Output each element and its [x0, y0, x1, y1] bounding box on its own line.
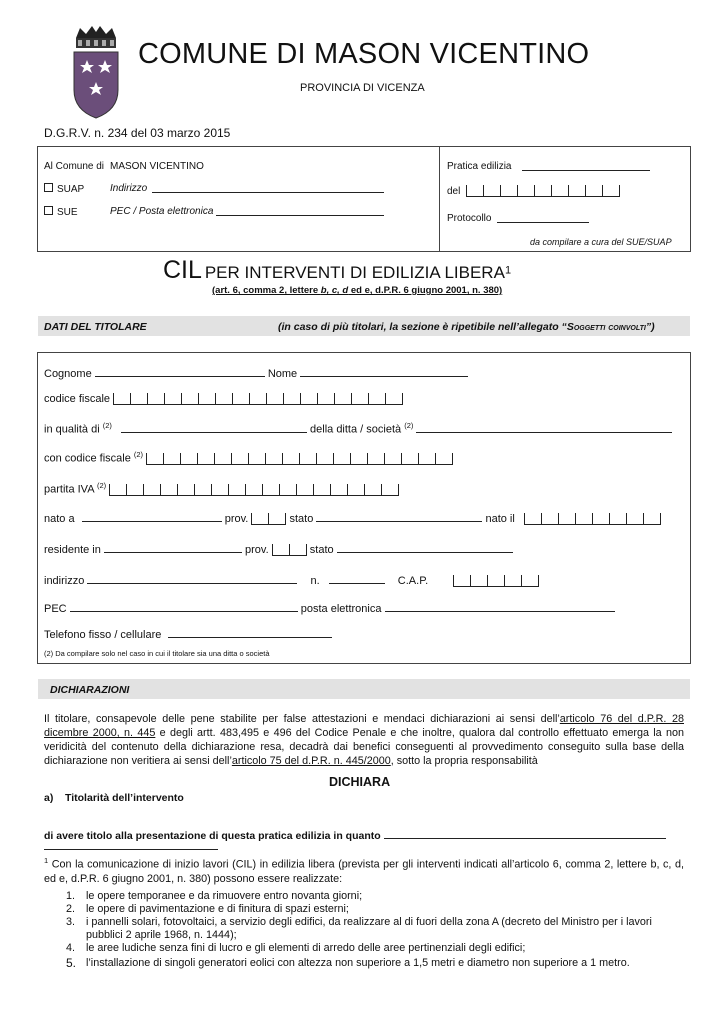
- del-label: del: [447, 186, 461, 197]
- row-cognome: [44, 366, 468, 380]
- list-item-number: 4.: [66, 942, 76, 954]
- sue-option[interactable]: [44, 206, 78, 218]
- dichiara-heading: DICHIARA: [329, 775, 391, 789]
- nato-a-label: nato a: [44, 513, 75, 525]
- page-title: COMUNE DI MASON VICENTINO: [138, 38, 590, 70]
- list-item-text: i pannelli solari, fotovoltaici, a servizio degli edifici, da realizzare al di fuori della zona A (decreto del Ministro per i lavori pubblici 2 aprile 1968, n. 1444);: [86, 916, 652, 941]
- prov-residenza-cells[interactable]: [272, 544, 307, 556]
- titolare-label: DATI DEL TITOLARE: [44, 321, 147, 333]
- titolare-note-b: Soggetti coinvolti: [566, 321, 646, 333]
- province-label: PROVINCIA DI VICENZA: [300, 82, 425, 94]
- list-item-number: 3.: [66, 916, 76, 928]
- ditta-label: della ditta / società: [310, 423, 402, 436]
- con-codice-fiscale-cells[interactable]: [146, 453, 453, 465]
- numero-field[interactable]: [329, 573, 385, 584]
- posta-elettronica-field[interactable]: [385, 601, 615, 612]
- footnote-mark: 1: [44, 856, 49, 865]
- residente-label: residente in: [44, 544, 101, 556]
- doc-subtitle: [212, 285, 502, 296]
- pec-label: PEC / Posta elettronica: [110, 206, 214, 217]
- compilare-note: da compilare a cura del SUE/SUAP: [530, 237, 672, 247]
- ditta-field[interactable]: [416, 422, 672, 433]
- al-comune-value: MASON VICENTINO: [110, 161, 204, 172]
- titolo-row: [44, 828, 666, 842]
- list-item: [66, 957, 684, 970]
- cap-label: C.A.P.: [397, 575, 429, 587]
- cognome-field[interactable]: [95, 366, 265, 377]
- section-a-title: a) Titolarità dell’intervento: [44, 792, 184, 804]
- protocollo-field[interactable]: [497, 212, 589, 223]
- codice-fiscale-cells[interactable]: [113, 393, 403, 405]
- row-indirizzo: [44, 573, 539, 587]
- dichiarazioni-header-bar: [38, 679, 690, 699]
- subtitle-part-a: (art. 6, comma 2, lettere: [212, 285, 321, 296]
- row-residenza: [44, 542, 513, 556]
- cognome-label: Cognome: [44, 368, 92, 380]
- row-codice-fiscale: [44, 393, 403, 405]
- footnote-ref-1: 1: [504, 264, 512, 277]
- note-ref-2b: (2): [404, 421, 414, 430]
- in-qualita-field[interactable]: [121, 422, 307, 433]
- declaration-link-art75[interactable]: articolo 75 del d.P.R. n. 445/2000: [231, 755, 391, 767]
- pratica-field[interactable]: [522, 160, 650, 171]
- titolare-header-bar: [38, 316, 690, 336]
- address-box-divider: [439, 146, 440, 251]
- suap-label: SUAP: [57, 184, 85, 195]
- doc-title: [163, 256, 511, 285]
- suap-checkbox[interactable]: [44, 183, 53, 192]
- sue-checkbox[interactable]: [44, 206, 53, 215]
- declaration-part-2: e degli artt. 483,495 e 496 del Codice Penale e che inoltre, qualora dal controllo effettuato emerga la non veridicità del contenuto della dichiarazione resa, decadrà dai benefici conseguenti al provvedimento conseguito sulla base della dichiarazione non veritiera ai sensi dell’: [44, 727, 684, 767]
- telefono-field[interactable]: [168, 627, 332, 638]
- sue-label: SUE: [57, 207, 78, 218]
- note-ref-2a: (2): [102, 421, 112, 430]
- in-qualita-label: in qualità di: [44, 423, 100, 436]
- list-item-number: 2.: [66, 903, 76, 915]
- nato-a-field[interactable]: [82, 511, 222, 522]
- declaration-paragraph: [44, 712, 684, 768]
- dgrv-reference: D.G.R.V. n. 234 del 03 marzo 2015: [44, 126, 231, 140]
- note-ref-2c: (2): [133, 450, 144, 459]
- prov-nascita-cells[interactable]: [251, 513, 286, 525]
- partita-iva-label: partita IVA: [44, 483, 94, 496]
- footnote-divider: [44, 849, 218, 850]
- list-item: [66, 903, 684, 916]
- codice-fiscale-label: codice fiscale: [44, 393, 111, 405]
- titolare-note: [278, 321, 655, 333]
- indirizzo-res-field[interactable]: [87, 573, 297, 584]
- doc-title-cil: CIL: [163, 256, 202, 284]
- protocollo-label: Protocollo: [447, 213, 492, 224]
- pec-field[interactable]: [216, 205, 384, 216]
- indirizzo-res-label: indirizzo: [44, 575, 85, 587]
- nome-field[interactable]: [300, 366, 468, 377]
- footnote-list: [66, 890, 684, 970]
- list-item: [66, 916, 684, 942]
- row-pec: [44, 601, 615, 615]
- declaration-part-1: Il titolare, consapevole delle pene stabilite per false attestazioni e mendaci dichiarazioni ai sensi dell’: [44, 713, 560, 725]
- list-item-number: 5.: [66, 956, 77, 970]
- list-item-text: l’installazione di singoli generatori eolici con altezza non superiore a 1,5 metri e diametro non superiore a 1 metro.: [86, 957, 630, 969]
- list-item-text: le opere di pavimentazione e di finitura di spazi esterni;: [86, 903, 349, 915]
- note-ref-2d: (2): [97, 481, 107, 490]
- note-2-text: (2) Da compilare solo nel caso in cui il titolare sia una ditta o società: [44, 649, 270, 658]
- footnote-text: [44, 854, 684, 886]
- del-date-cells[interactable]: [466, 185, 620, 197]
- indirizzo-label: Indirizzo: [110, 183, 148, 194]
- list-item-number: 1.: [66, 890, 76, 902]
- declaration-link-art76[interactable]: articolo 76 del d.P.R. 28 dicembre 2000, n. 445: [44, 713, 684, 739]
- pec-res-field[interactable]: [70, 601, 298, 612]
- subtitle-part-c: ed e, d.P.R. 6 giugno 2001, n. 380): [348, 285, 503, 296]
- nato-il-label: nato il: [485, 513, 515, 525]
- numero-label: n.: [310, 575, 320, 587]
- partita-iva-cells[interactable]: [109, 484, 399, 496]
- nato-il-cells[interactable]: [524, 513, 661, 525]
- titolo-label: di avere titolo alla presentazione di questa pratica edilizia in quanto: [44, 830, 381, 842]
- row-telefono: [44, 627, 332, 641]
- suap-option[interactable]: [44, 183, 84, 195]
- row-con-codice-fiscale: [44, 450, 453, 465]
- prov-res-label: prov.: [245, 544, 269, 556]
- con-codice-fiscale-label: con codice fiscale: [44, 452, 131, 465]
- dichiarazioni-label: DICHIARAZIONI: [50, 684, 130, 696]
- titolo-field[interactable]: [384, 828, 666, 839]
- pec-res-label: PEC: [44, 603, 67, 615]
- list-item: [66, 942, 684, 955]
- pratica-label: Pratica edilizia: [447, 161, 512, 172]
- list-item-text: le opere temporanee e da rimuovere entro novanta giorni;: [86, 890, 363, 902]
- telefono-label: Telefono fisso / cellulare: [44, 629, 162, 641]
- row-qualita: [44, 421, 672, 436]
- cap-cells[interactable]: [453, 575, 539, 587]
- al-comune-label: Al Comune di: [44, 161, 105, 172]
- coat-of-arms-logo: [70, 24, 122, 120]
- titolare-note-c: ”): [645, 321, 655, 333]
- stato-residenza-field[interactable]: [337, 542, 513, 553]
- row-nascita: [44, 511, 661, 525]
- row-partita-iva: [44, 481, 399, 496]
- stato-nascita-field[interactable]: [316, 511, 482, 522]
- footnote-body: Con la comunicazione di inizio lavori (CIL) in edilizia libera (prevista per gli interventi indicati all’articolo 6, comma 2, lettere b, c, d, ed e, d.P.R. 6 giugno 2001, n. 380) possono essere realizzate:: [44, 858, 684, 885]
- doc-title-rest: PER INTERVENTI DI EDILIZIA LIBERA: [204, 263, 505, 282]
- nome-label: Nome: [267, 368, 298, 380]
- declaration-part-3: , sotto la propria responsabilità: [390, 755, 538, 767]
- titolare-note-a: (in caso di più titolari, la sezione è ripetibile nell’allegato “: [278, 321, 567, 333]
- list-item: [66, 890, 684, 903]
- list-item-text: le aree ludiche senza fini di lucro e gli elementi di arredo delle aree pertinenziali degli edifici;: [86, 942, 526, 954]
- stato-res-label: stato: [309, 544, 334, 556]
- subtitle-part-b: b, c, d: [320, 285, 349, 296]
- stato-label: stato: [289, 513, 314, 525]
- prov-label: prov.: [224, 513, 249, 525]
- posta-elettronica-label: posta elettronica: [300, 603, 382, 615]
- indirizzo-field[interactable]: [152, 182, 384, 193]
- residente-field[interactable]: [104, 542, 242, 553]
